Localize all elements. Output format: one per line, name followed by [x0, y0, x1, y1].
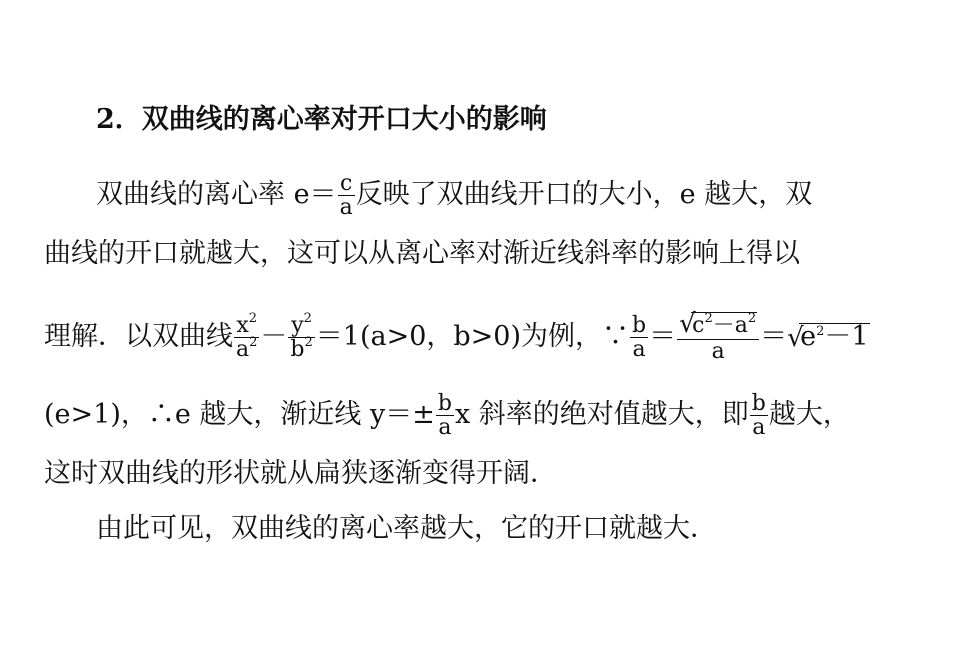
- math-var: c: [692, 313, 705, 338]
- fraction-numerator: b: [632, 313, 647, 338]
- fraction-x2-over-a2: [234, 311, 259, 362]
- fraction-numerator: c: [338, 172, 355, 196]
- exponent: 2: [303, 311, 312, 326]
- equals-sign: ＝: [649, 321, 677, 352]
- exponent: 2: [249, 335, 258, 350]
- math-var: a: [734, 313, 748, 338]
- text-segment: x 斜率的绝对值越大，即: [454, 399, 749, 430]
- math-var: a: [236, 337, 250, 362]
- fraction-b-over-a: [436, 392, 454, 439]
- square-root: √ $e^2-1$: [787, 321, 869, 353]
- text-segment: (e>1)，∴e 越大，渐近线 y＝±: [44, 399, 435, 430]
- text-segment: 反映了双曲线开口的大小，e 越大，双: [355, 179, 813, 210]
- paragraph-line-1: [0, 172, 956, 219]
- minus-sign: －: [260, 321, 288, 352]
- math-var: e: [800, 321, 817, 352]
- text-segment: 曲线的开口就越大，这可以从离心率对渐近线斜率的影响上得以: [44, 238, 800, 269]
- exponent: 2: [747, 311, 757, 326]
- minus-sign: －: [712, 313, 735, 338]
- text-segment: 双曲线的离心率 e＝: [96, 179, 337, 210]
- fraction-denominator: a: [752, 415, 766, 440]
- square-root: √ $c^2-a^2$: [679, 309, 757, 339]
- fraction-b-over-a: [750, 392, 768, 439]
- text-segment: 越大，: [768, 399, 850, 430]
- exponent: 2: [304, 335, 313, 350]
- heading-text: ．双曲线的离心率对开口大小的影响: [114, 104, 547, 135]
- fraction-c-over-a: [338, 172, 355, 219]
- text-segment: 这时双曲线的形状就从扁狭逐渐变得开阔．: [44, 458, 557, 489]
- text-segment: 理解．以双曲线: [44, 321, 233, 352]
- math-var: y: [291, 313, 304, 338]
- exponent: 2: [248, 311, 258, 326]
- text-segment: 由此可见，双曲线的离心率越大，它的开口就越大．: [96, 513, 717, 544]
- text-segment: ＝1(a>0，b>0)为例，∵: [315, 321, 630, 352]
- fraction-numerator: b: [751, 391, 766, 416]
- paragraph-line-4: [0, 392, 904, 439]
- fraction-denominator: a: [632, 337, 646, 362]
- paragraph-line-6: [0, 513, 956, 545]
- fraction-b-over-a: [630, 314, 648, 361]
- fraction-sqrt-over-a: [677, 309, 759, 364]
- fraction-denominator: a: [711, 339, 725, 364]
- exponent: 2: [704, 311, 713, 326]
- math-var: x: [236, 313, 249, 338]
- math-var: b: [290, 337, 305, 362]
- fraction-numerator: b: [437, 391, 452, 416]
- heading-number: 2: [96, 104, 115, 135]
- paragraph-line-3: [0, 309, 904, 364]
- paragraph-line-5: [0, 458, 904, 490]
- exponent: 2: [816, 324, 825, 339]
- fraction-denominator: a: [339, 195, 353, 220]
- section-heading: [0, 104, 956, 136]
- paragraph-line-2: [0, 238, 904, 270]
- fraction-denominator: a: [438, 415, 452, 440]
- fraction-y2-over-b2: [288, 311, 314, 362]
- math-text: －1: [824, 321, 869, 352]
- equals-sign: ＝: [760, 321, 788, 352]
